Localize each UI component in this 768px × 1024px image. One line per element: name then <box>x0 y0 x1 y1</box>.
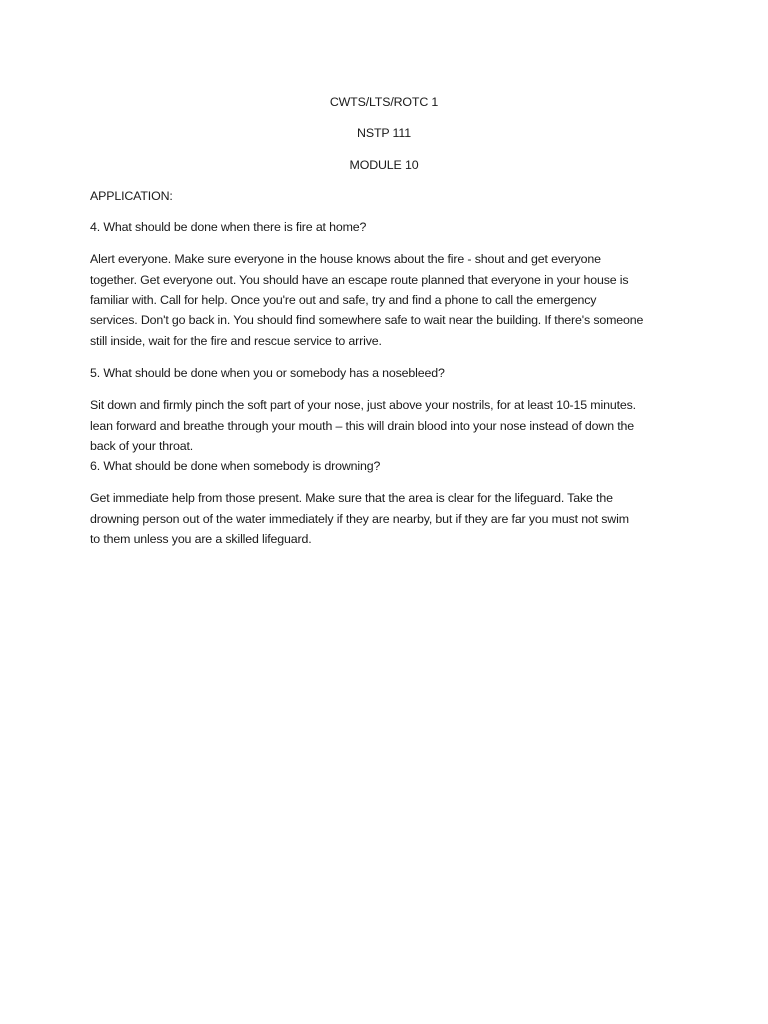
answer-6-line: drowning person out of the water immediately if they are nearby, but if they are far you must not swim <box>90 511 629 526</box>
answer-4 <box>90 249 690 350</box>
answer-4-line: together. Get everyone out. You should have an escape route planned that everyone in your house is <box>90 272 629 287</box>
answer-4-line: still inside, wait for the fire and rescue service to arrive. <box>90 333 382 348</box>
answer-5-line: lean forward and breathe through your mouth – this will drain blood into your nose instead of down the <box>90 418 635 433</box>
answer-6-line: to them unless you are a skilled lifeguard. <box>90 532 312 547</box>
answer-4-line: services. Don't go back in. You should find somewhere safe to wait near the building. If there's someone <box>90 313 644 328</box>
question-6: 6. What should be done when somebody is drowning? <box>90 459 381 474</box>
question-5: 5. What should be done when you or somebody has a nosebleed? <box>90 365 445 380</box>
answer-6 <box>90 488 690 549</box>
course-code: NSTP 111 <box>357 126 411 141</box>
module-title: MODULE 10 <box>349 157 419 172</box>
answer-6-line: Get immediate help from those present. Make sure that the area is clear for the lifeguard. Take the <box>90 491 613 506</box>
course-title: CWTS/LTS/ROTC 1 <box>329 95 439 109</box>
answer-5-line: Sit down and firmly pinch the soft part of your nose, just above your nostrils, for at least 10-15 minutes. <box>90 398 636 413</box>
answer-5 <box>90 395 690 456</box>
answer-4-line: Alert everyone. Make sure everyone in the house knows about the fire - shout and get everyone <box>90 252 601 267</box>
section-label: APPLICATION: <box>90 188 173 203</box>
answer-5-line: back of your throat. <box>90 438 194 453</box>
document-body <box>90 92 690 549</box>
answer-4-line: familiar with. Call for help. Once you're out and safe, try and find a phone to call the emergency <box>90 293 597 308</box>
question-4: 4. What should be done when there is fire at home? <box>90 220 367 235</box>
